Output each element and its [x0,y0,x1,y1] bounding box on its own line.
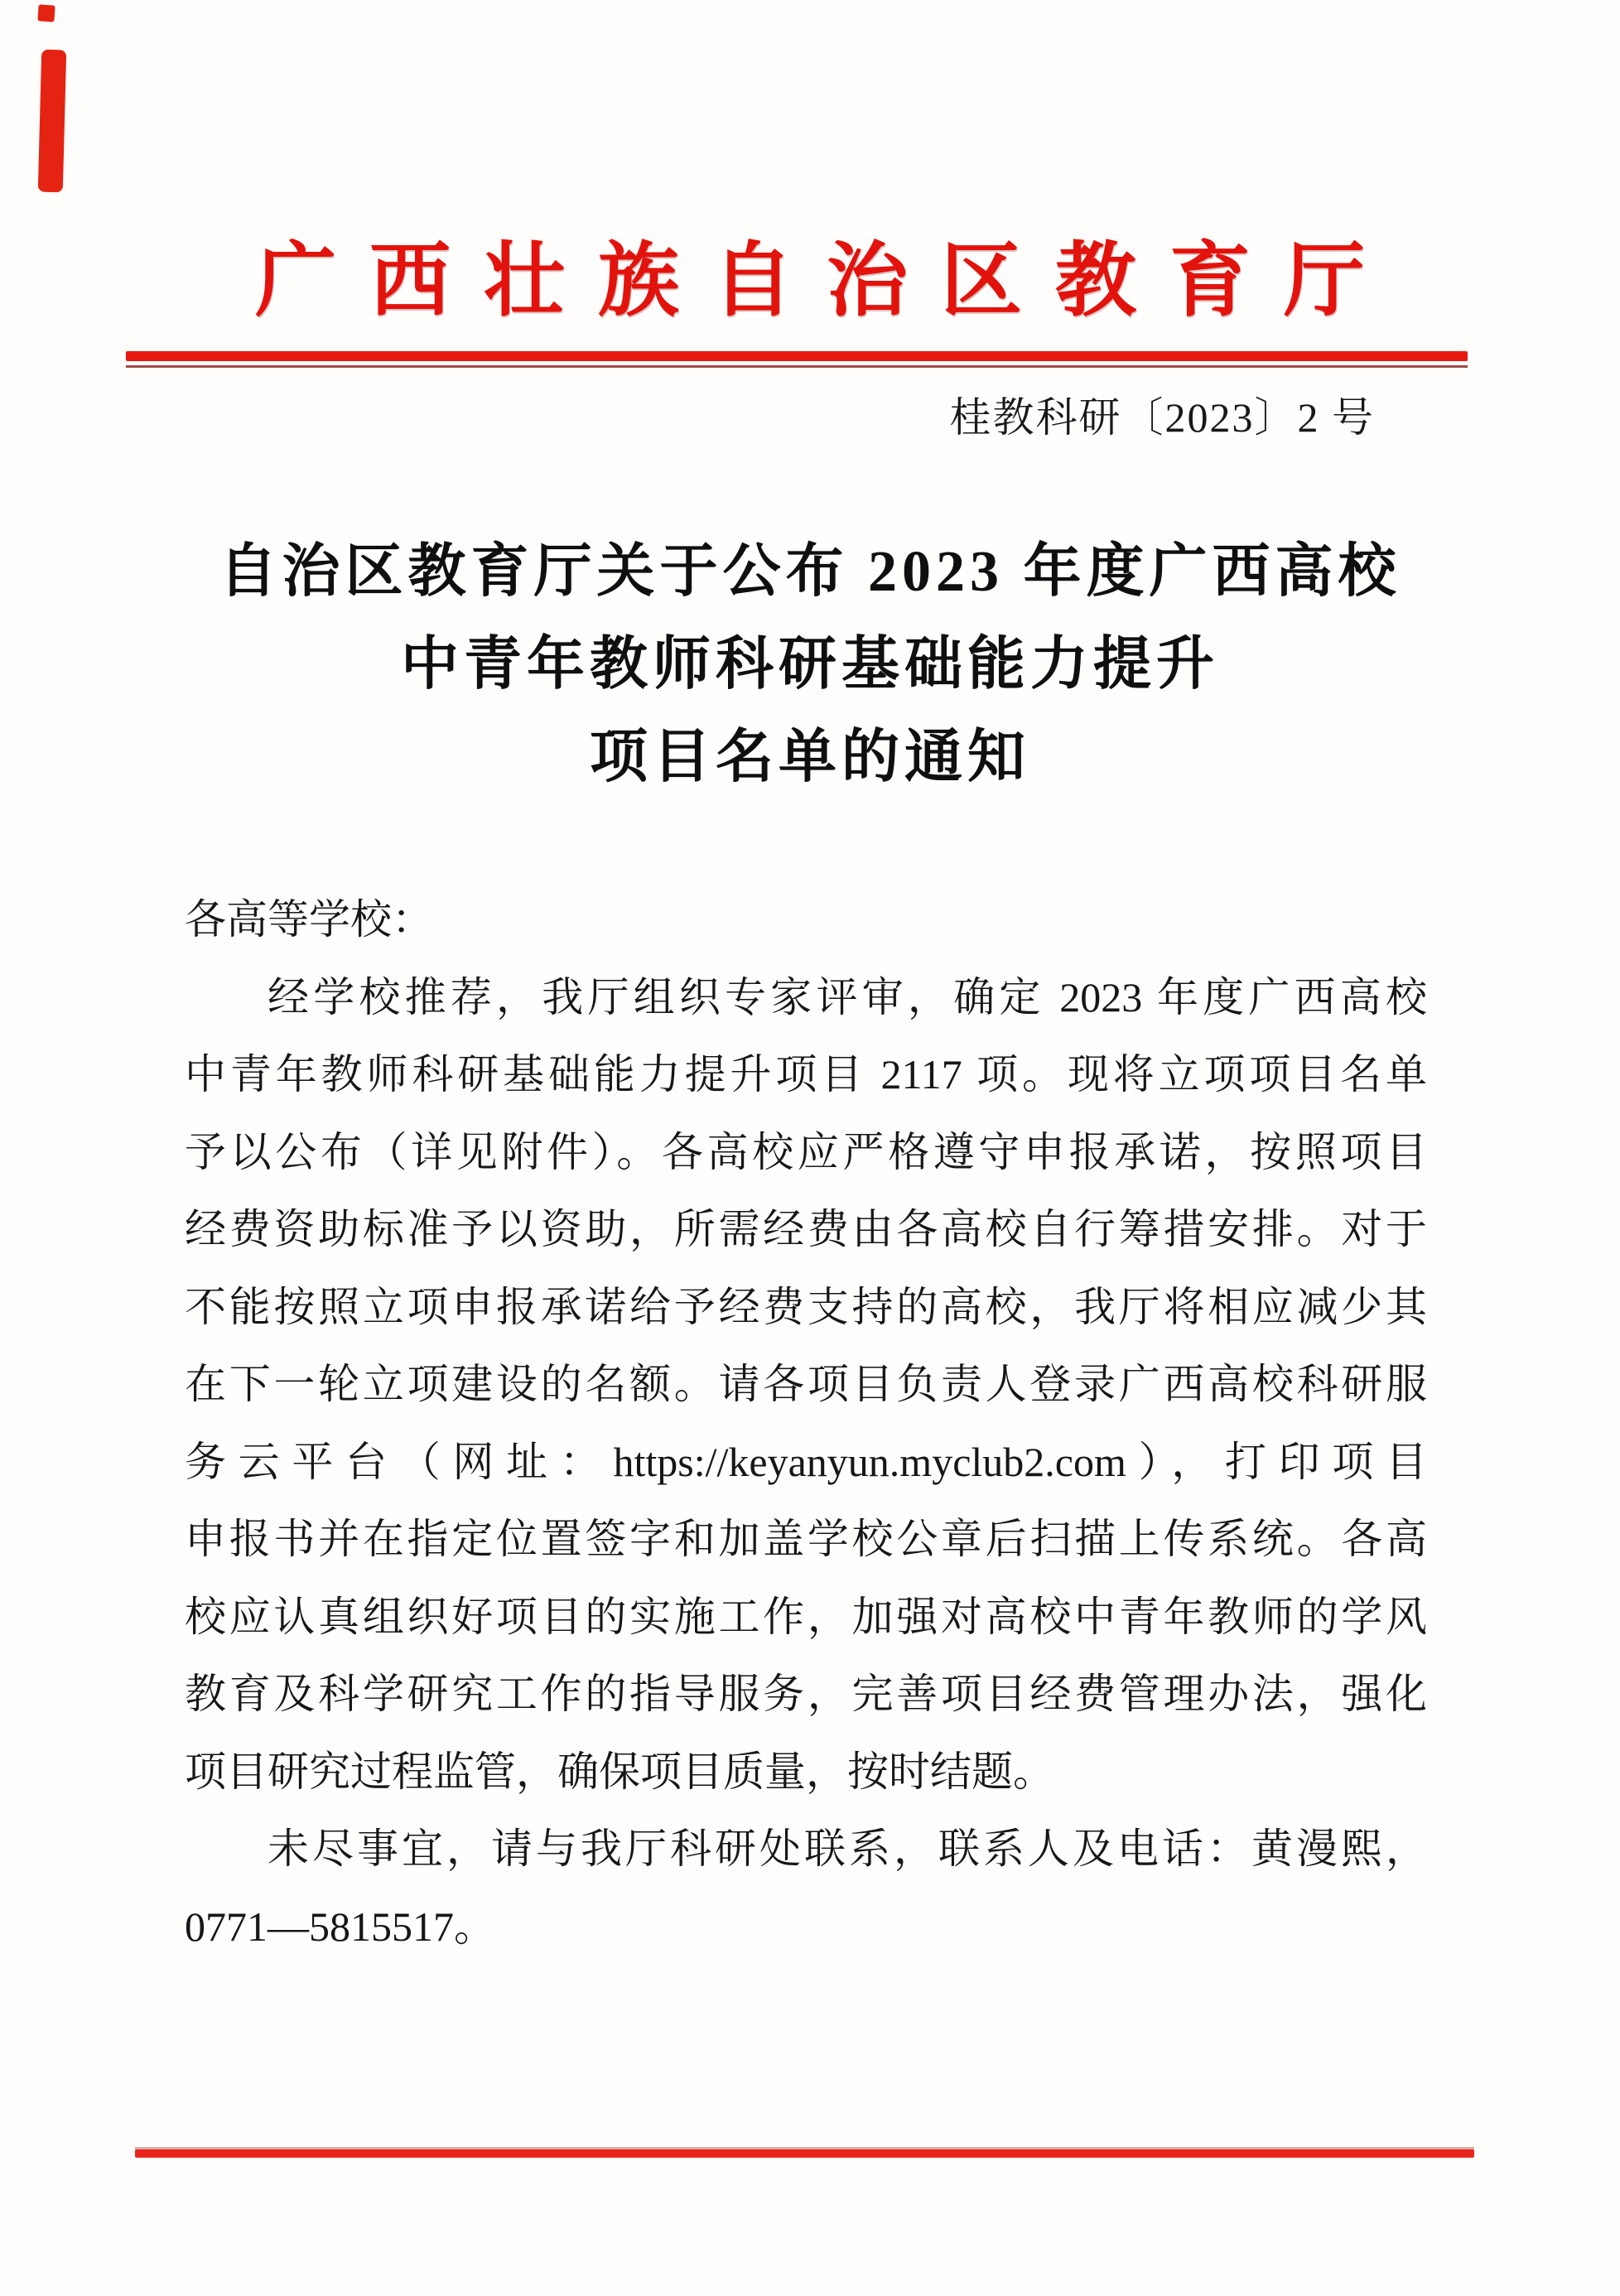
body-line: 教育及科学研究工作的指导服务，完善项目经费管理办法，强化 [185,1671,1427,1717]
contact-line: 未尽事宜，请与我厅科研处联系，联系人及电话：黄漫熙， [268,1826,1427,1872]
salutation-line: 各高等学校： [185,896,433,943]
body-line: 经学校推荐，我厅组织专家评审，确定 2023 年度广西高校 [268,973,1427,1020]
document-body [185,881,1427,1966]
document-title-line-1: 自治区教育厅关于公布 2023 年度广西高校 [219,540,1401,604]
body-line: 不能按照立项申报承诺给予经费支持的高校，我厅将相应减少其 [185,1283,1427,1330]
document-title-line-3: 项目名单的通知 [590,726,1030,789]
document-title-line-2: 中青年教师科研基础能力提升 [401,633,1219,697]
header-divider-thin-line [126,365,1468,368]
body-line-url: 务云平台（网址：https://keyanyun.myclub2.com），打印项目 [185,1438,1427,1485]
body-line: 项目研究过程监管，确保项目质量，按时结题。 [185,1748,1054,1795]
scan-artifact-square [37,4,55,22]
agency-header: 广西壮族自治区教育厅 [254,237,1398,326]
body-line: 中青年教师科研基础能力提升项目 2117 项。现将立项项目名单 [185,1051,1427,1097]
body-line: 在下一轮立项建设的名额。请各项目负责人登录广西高校科研服 [185,1361,1427,1407]
document-number: 桂教科研〔2023〕2 号 [949,394,1375,441]
body-line: 予以公布（详见附件）。各高校应严格遵守申报承诺，按照项目 [185,1128,1427,1175]
header-divider [126,351,1468,368]
scan-artifact-bar [38,50,66,193]
body-line: 申报书并在指定位置签字和加盖学校公章后扫描上传系统。各高 [185,1516,1427,1562]
header-divider-thick-line [126,351,1468,361]
phone-line: 0771—5815517。 [185,1903,495,1950]
footer-divider-line [135,2149,1474,2158]
footer-divider [135,2147,1474,2159]
body-line: 校应认真组织好项目的实施工作，加强对高校中青年教师的学风 [185,1593,1427,1640]
body-line: 经费资助标准予以资助，所需经费由各高校自行筹措安排。对于 [185,1206,1427,1252]
document-title [0,526,1620,804]
